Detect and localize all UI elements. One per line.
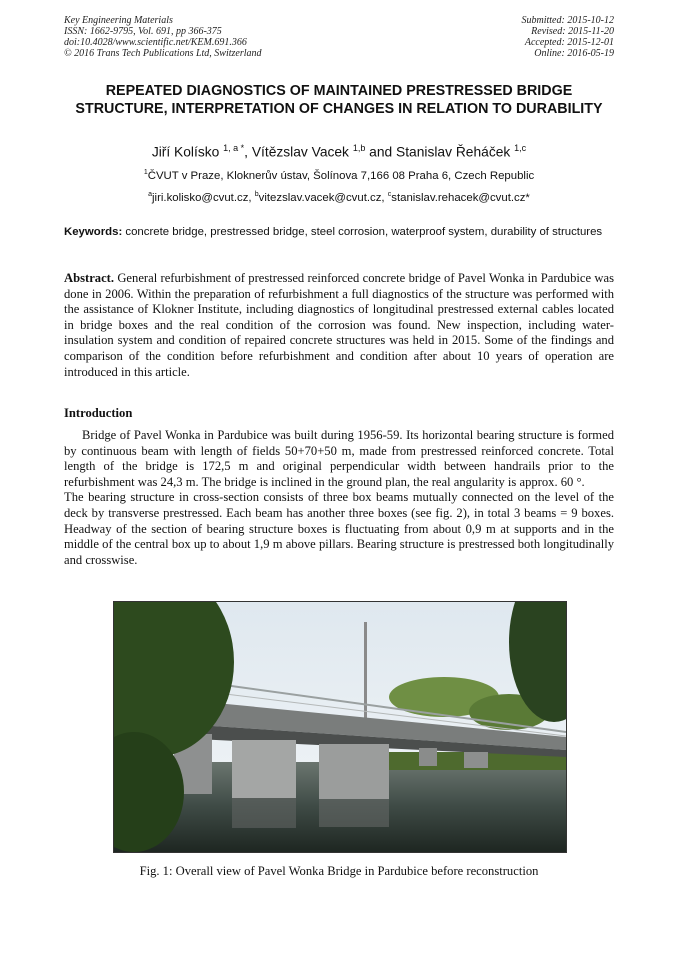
author-affiliation-mark: 1, a * xyxy=(223,143,245,153)
copyright-line: © 2016 Trans Tech Publications Ltd, Switzerland xyxy=(64,48,262,59)
email-mark: b xyxy=(254,191,259,198)
author-list xyxy=(64,143,614,160)
paper-title: REPEATED DIAGNOSTICS OF MAINTAINED PRESTRESSED BRIDGE STRUCTURE, INTERPRETATION OF CHANGES IN RELATION TO DURABILITY xyxy=(75,83,603,117)
author-name: Vítězslav Vacek xyxy=(251,144,349,160)
email-mark: c xyxy=(387,191,392,198)
email-address[interactable]: vitezslav.vacek@cvut.cz, xyxy=(258,191,388,204)
email-address[interactable]: jiri.kolisko@cvut.cz, xyxy=(152,191,255,204)
affiliation-text: ČVUT v Praze, Kloknerův ústav, Šolínova 7,166 08 Praha 6, Czech Republic xyxy=(147,169,535,182)
accepted-date: Accepted: 2015-12-01 xyxy=(524,37,614,48)
author-affiliation-mark: 1,b xyxy=(352,143,366,153)
affiliation xyxy=(64,169,614,182)
submitted-date: Submitted: 2015-10-12 xyxy=(521,15,614,26)
journal-info xyxy=(64,15,262,59)
author-name: Stanislav Řeháček xyxy=(396,144,511,160)
introduction-heading: Introduction xyxy=(64,406,133,420)
keywords xyxy=(64,226,614,240)
submission-dates xyxy=(522,15,615,59)
online-date: Online: 2016-05-19 xyxy=(534,48,614,59)
bridge-photo xyxy=(113,601,567,853)
doi-line: doi:10.4028/www.scientific.net/KEM.691.366 xyxy=(64,37,247,48)
keywords-text: concrete bridge, prestressed bridge, steel corrosion, waterproof system, durability of structures xyxy=(122,226,603,238)
paragraph: The bearing structure in cross-section consists of three box beams mutually connected on the level of the deck by transverse prestressed. Each beam has another three boxes (see fig. 2), in total 3 beams = 9 boxes. Headway of the section of bearing structure boxes is fluctuating from about 0,9 m at supports and in the middle of the central box up to about 1,9 m above pillars. Bearing structure is prestressed both longitudinally and crosswise. xyxy=(64,490,614,567)
journal-name: Key Engineering Materials xyxy=(64,15,173,26)
issn-line: ISSN: 1662-9795, Vol. 691, pp 366-375 xyxy=(64,26,222,37)
figure-caption: Fig. 1: Overall view of Pavel Wonka Bridge in Pardubice before reconstruction xyxy=(139,864,539,878)
affiliation-mark: 1 xyxy=(143,169,148,176)
author-affiliation-mark: 1,c xyxy=(514,143,527,153)
abstract-text: General refurbishment of prestressed reinforced concrete bridge of Pavel Wonka in Pardubice was done in 2006. Within the preparation of refurbishment a full diagnostics of the structure was performed with the assistance of Klokner Institute, including diagnostics of longitudinal prestressed external cables located in bridge boxes and the real condition of the corrosion was found. New inspection, including water-insulation system and condition of repaired concrete structures was held in 2015. Some of the findings and comparison of the condition before refurbishment and condition after about 10 years of operation are introduced in this article. xyxy=(64,271,614,379)
introduction-body xyxy=(64,428,614,568)
author-separator: and xyxy=(365,144,397,160)
author-name: Jiří Kolísko xyxy=(151,144,220,160)
keywords-label: Keywords: xyxy=(64,226,123,238)
revised-date: Revised: 2015-11-20 xyxy=(531,26,614,37)
paragraph: Bridge of Pavel Wonka in Pardubice was built during 1956-59. Its horizontal bearing structure is formed by continuous beam with length of fields 50+70+50 m, made from prestressed reinforced concrete. Total length of the bridge is 172,5 m and original perpendicular width between handrails prior to the refurbishment was 24,3 m. The bridge is inclined in the ground plan, the real angularity is approx. 60 °. xyxy=(64,428,614,489)
email-address[interactable]: stanislav.rehacek@cvut.cz* xyxy=(391,191,530,204)
author-separator: , xyxy=(244,144,252,160)
bridge-photo-illustration xyxy=(114,602,566,852)
abstract xyxy=(64,271,614,380)
abstract-label: Abstract. xyxy=(64,271,115,285)
email-list xyxy=(64,191,614,204)
email-mark: a xyxy=(148,191,153,198)
